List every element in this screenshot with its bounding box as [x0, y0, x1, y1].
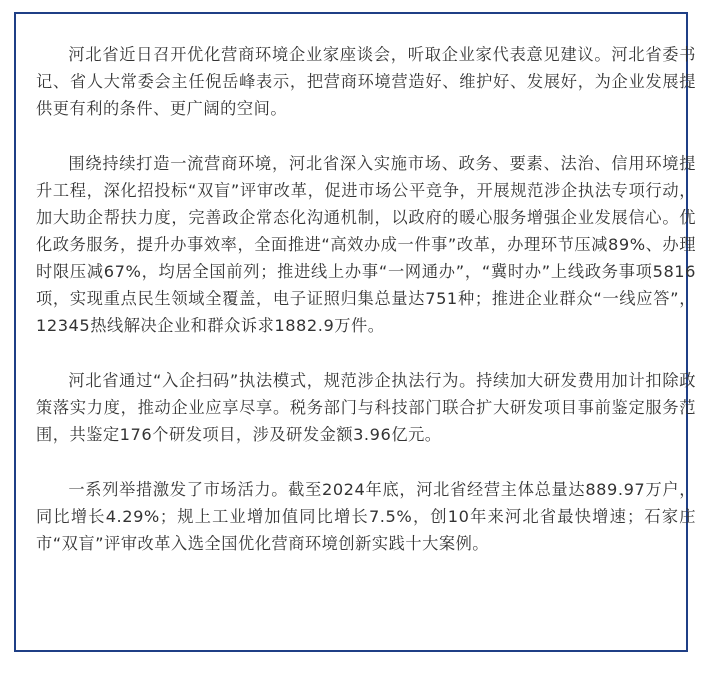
article-frame: [14, 12, 696, 652]
paragraph-2: 围绕持续打造一流营商环境，河北省深入实施市场、政务、要素、法治、信用环境提升工程，深化招投标“双盲”评审改革，促进市场公平竞争，开展规范涉企执法专项行动，加大助企帮扶力度，完善政企常态化沟通机制，以政府的暖心服务增强企业发展信心。优化政务服务，提升办事效率，全面推进“高效办成一件事”改革，办理环节压减89%、办理时限压减67%，均居全国前列；推进线上办事“一网通办”，“冀时办”上线政务事项5816项，实现重点民生领域全覆盖，电子证照归集总量达751种；推进企业群众“一线应答”，12345热线解决企业和群众诉求1882.9万件。: [36, 154, 696, 335]
paragraph-3: 河北省通过“入企扫码”执法模式，规范涉企执法行为。持续加大研发费用加计扣除政策落实力度，推动企业应享尽享。税务部门与科技部门联合扩大研发项目事前鉴定服务范围，共鉴定176个研发项目，涉及研发金额3.96亿元。: [36, 371, 696, 444]
paragraph-4: 一系列举措激发了市场活力。截至2024年底，河北省经营主体总量达889.97万户，同比增长4.29%；规上工业增加值同比增长7.5%，创10年来河北省最快增速；石家庄市“双盲”评审改革入选全国优化营商环境创新实践十大案例。: [36, 480, 696, 553]
paragraph-1: 河北省近日召开优化营商环境企业家座谈会，听取企业家代表意见建议。河北省委书记、省人大常委会主任倪岳峰表示，把营商环境营造好、维护好、发展好，为企业发展提供更有利的条件、更广阔的空间。: [36, 45, 696, 118]
article-body: [36, 41, 696, 557]
